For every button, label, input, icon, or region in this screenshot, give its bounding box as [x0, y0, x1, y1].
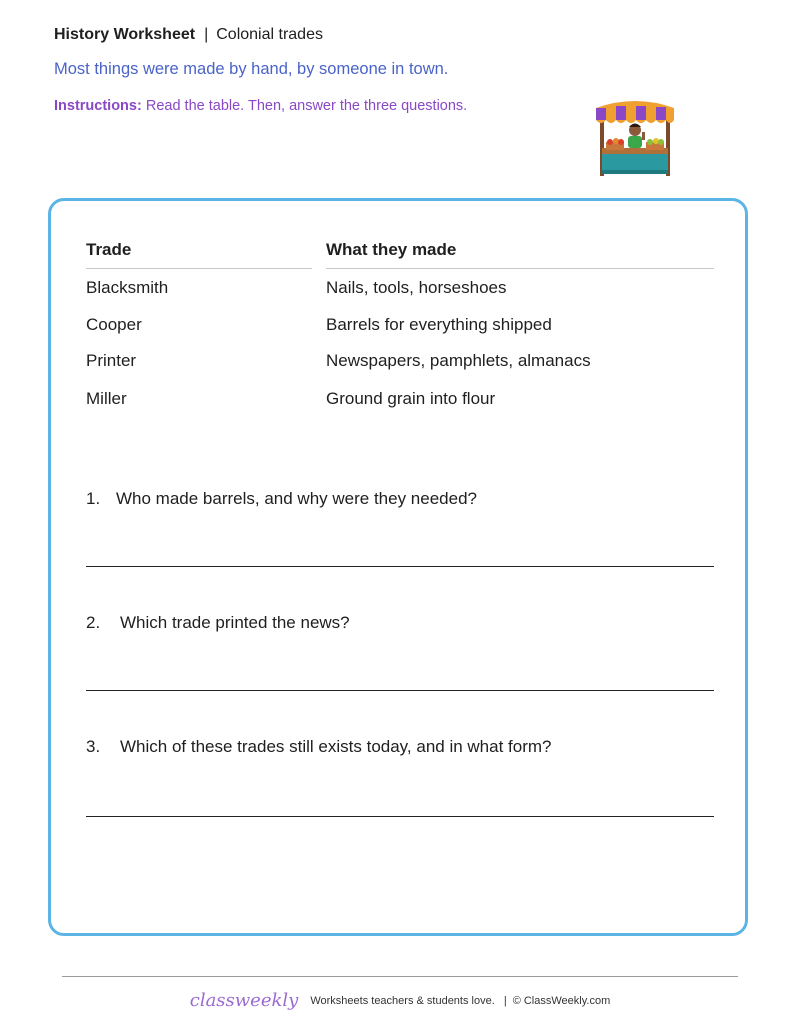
worksheet-subtitle: Most things were made by hand, by someone in town. — [54, 60, 449, 78]
footer-copyright: © ClassWeekly.com — [512, 995, 611, 1007]
header-separator: | — [204, 26, 209, 43]
question-number: 2. — [86, 613, 101, 632]
table-cell-trade: Printer — [86, 351, 137, 370]
table-header-divider-made — [326, 268, 714, 269]
worksheet-header — [54, 26, 323, 44]
question-2 — [86, 613, 350, 633]
question-text: Which trade printed the news? — [120, 613, 350, 632]
question-3 — [86, 737, 552, 757]
footer-separator: | — [503, 995, 507, 1007]
instructions-label: Instructions: — [54, 98, 142, 114]
footer — [0, 990, 800, 1011]
table-cell-trade: Miller — [86, 389, 127, 408]
brand-logo: classweekly — [189, 990, 299, 1011]
instructions — [54, 98, 467, 114]
worksheet-topic: Colonial trades — [216, 26, 323, 43]
table-header-trade: Trade — [86, 240, 132, 259]
footer-tagline: Worksheets teachers & students love. — [310, 995, 495, 1007]
table-cell-made: Ground grain into flour — [326, 389, 496, 408]
table-header-divider-trade — [86, 268, 312, 269]
table-cell-made: Nails, tools, horseshoes — [326, 278, 507, 297]
question-1 — [86, 489, 477, 509]
table-cell-trade: Blacksmith — [86, 278, 169, 297]
table-cell-trade: Cooper — [86, 315, 142, 334]
table-cell-made: Barrels for everything shipped — [326, 315, 552, 334]
answer-line-1[interactable] — [86, 566, 714, 567]
market-stall-vendor-icon — [590, 96, 680, 180]
table-cell-made: Newspapers, pamphlets, almanacs — [326, 351, 591, 370]
table-header-what-they-made: What they made — [326, 240, 457, 259]
worksheet-card — [48, 198, 748, 936]
instructions-text: Read the table. Then, answer the three questions. — [145, 98, 468, 114]
footer-divider — [62, 976, 738, 977]
worksheet-title: History Worksheet — [54, 26, 196, 43]
question-number: 3. — [86, 737, 101, 756]
question-text: Who made barrels, and why were they needed? — [116, 489, 477, 508]
question-number: 1. — [86, 489, 101, 508]
answer-line-3[interactable] — [86, 816, 714, 817]
question-text: Which of these trades still exists today, and in what form? — [120, 737, 552, 756]
answer-line-2[interactable] — [86, 690, 714, 691]
